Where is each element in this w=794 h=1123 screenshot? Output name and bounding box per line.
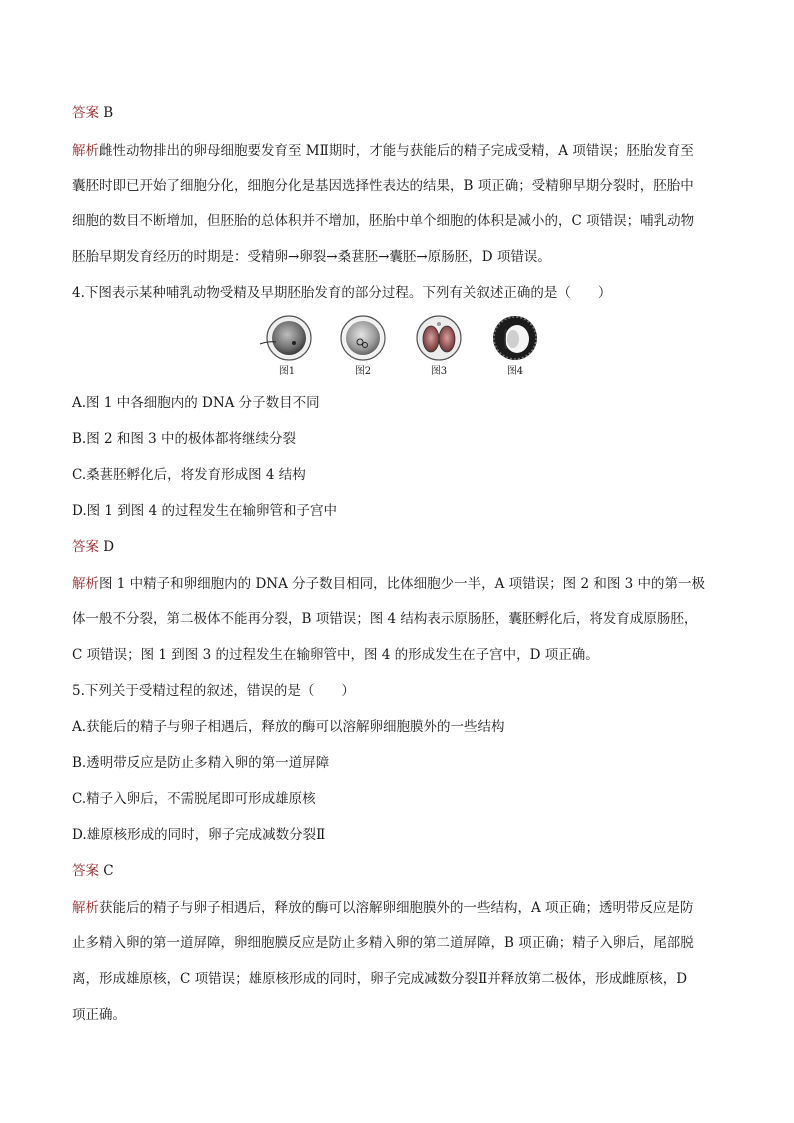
q3-analysis-line-3: 细胞的数目不断增加，但胚胎的总体积并不增加，胚胎中单个细胞的体积是减小的，C 项错误；哺乳动物 [72,213,695,229]
q4-answer-tag: 答案 [72,539,99,555]
q3-answer [72,104,113,122]
q5-answer [72,862,114,880]
q5-answer-value: C [103,863,114,879]
q4-option-c: C.桑葚胚孵化后，将发育形成图 4 结构 [72,467,306,483]
q4-analysis-line-3: C 项错误；图 1 到图 3 的过程发生在输卵管中，图 4 的形成发生在子宫中，D 项正确。 [72,647,599,663]
fertilization-cell-icon [258,314,316,362]
q3-analysis-tag: 解析 [72,143,99,159]
q4-answer-value: D [103,539,115,555]
q5-analysis-line-1: 解析获能后的精子与卵子相遇后，释放的酶可以溶解卵细胞膜外的一些结构，A 项正确；透明带反应是防 [72,900,694,916]
polar-body-cell-icon [334,314,392,362]
q5-option-b: B.透明带反应是防止多精入卵的第一道屏障 [72,755,330,771]
q5-analysis-line-2: 止多精入卵的第一道屏障，卵细胞膜反应是防止多精入卵的第二道屏障，B 项正确；精子入卵后，尾部脱 [72,935,694,951]
figure-1 [258,314,316,378]
figure-2 [334,314,392,378]
figure-1-caption: 图1 [278,366,296,377]
q4-stem: 4.下图表示某种哺乳动物受精及早期胚胎发育的部分过程。下列有关叙述正确的是（ ） [72,285,612,301]
q4-analysis-line-1: 解析图 1 中精子和卵细胞内的 DNA 分子数目相同，比体细胞少一半，A 项错误；图 2 和图 3 中的第一极 [72,576,706,592]
figure-3-caption: 图3 [430,366,448,377]
q4-analysis-tag: 解析 [72,576,99,592]
gastrula-embryo-icon [486,314,544,362]
q5-analysis-line-4: 项正确。 [72,1007,126,1023]
q4-option-d: D.图 1 到图 4 的过程发生在输卵管和子宫中 [72,503,337,519]
q4-answer [72,538,114,556]
figure-3 [410,314,468,378]
q4-option-b: B.图 2 和图 3 中的极体都将继续分裂 [72,431,297,447]
q4-analysis-line-2: 体一般不分裂，第二极体不能再分裂，B 项错误；图 4 结构表示原肠胚，囊胚孵化后，将发育成原肠胚， [72,611,698,627]
figure-4-caption: 图4 [506,366,524,377]
figure-2-caption: 图2 [354,366,372,377]
q5-answer-tag: 答案 [72,863,99,879]
q5-option-a: A.获能后的精子与卵子相遇后，释放的酶可以溶解卵细胞膜外的一些结构 [72,719,505,735]
q5-analysis-line-3: 离，形成雄原核，C 项错误；雄原核形成的同时，卵子完成减数分裂Ⅱ并释放第二极体，形成雌原核，D [72,971,688,987]
q4-figure-row [258,314,548,384]
q3-analysis-line-4: 胚胎早期发育经历的时期是：受精卵→卵裂→桑葚胚→囊胚→原肠胚，D 项错误。 [72,249,551,265]
q3-analysis-line-2: 囊胚时即已开始了细胞分化，细胞分化是基因选择性表达的结果，B 项正确；受精卵早期分裂时，胚胎中 [72,178,694,194]
q4-option-a: A.图 1 中各细胞内的 DNA 分子数目不同 [72,395,320,411]
q5-stem: 5.下列关于受精过程的叙述，错误的是（ ） [72,683,355,699]
figure-4 [486,314,544,378]
q5-analysis-tag: 解析 [72,900,99,916]
q5-option-c: C.精子入卵后，不需脱尾即可形成雄原核 [72,791,316,807]
q3-answer-tag: 答案 [72,105,99,121]
q3-analysis-line-1: 解析雌性动物排出的卵母细胞要发育至 MⅡ期时，才能与获能后的精子完成受精，A 项错误；胚胎发育至 [72,143,694,159]
q3-answer-value: B [103,105,114,121]
two-cell-embryo-icon [410,314,468,362]
q5-option-d: D.雄原核形成的同时，卵子完成减数分裂Ⅱ [72,827,326,843]
